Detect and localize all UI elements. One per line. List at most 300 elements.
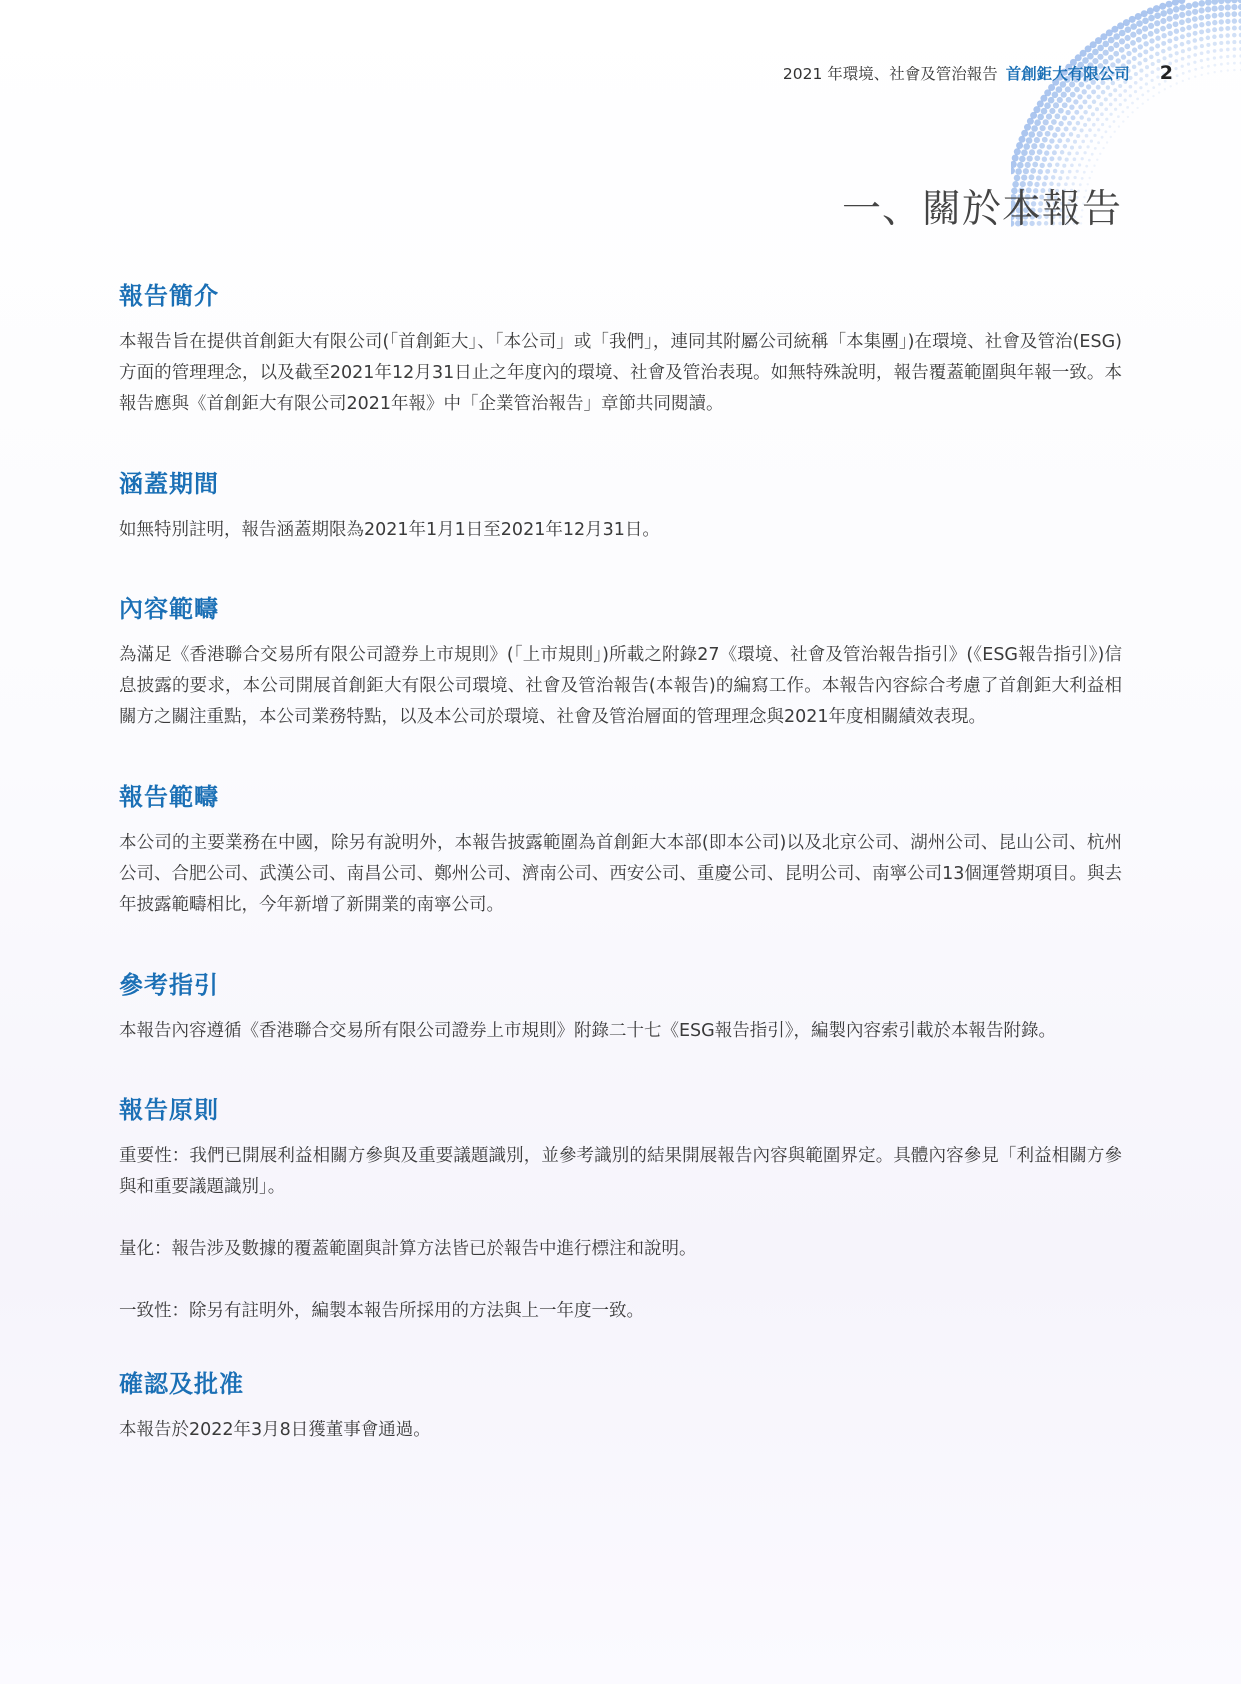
decoration-dot: [1012, 154, 1019, 161]
decoration-dot: [1034, 155, 1040, 161]
decoration-dot: [1032, 162, 1038, 168]
decoration-dot: [1214, 71, 1216, 73]
decoration-dot: [1091, 171, 1093, 173]
decoration-dot: [1064, 127, 1069, 132]
decoration-dot: [1087, 53, 1094, 60]
decoration-dot: [1193, 61, 1196, 64]
decoration-dot: [1206, 58, 1209, 61]
decoration-dot: [1113, 42, 1119, 48]
decoration-dot: [1173, 44, 1178, 49]
decoration-dot: [1134, 90, 1137, 93]
decoration-dot: [1055, 113, 1061, 119]
section-heading: 報告範疇: [119, 783, 219, 811]
decoration-dot: [1105, 118, 1108, 121]
decoration-dot: [1048, 125, 1054, 131]
decoration-dot: [1149, 38, 1154, 43]
decoration-dot: [1213, 49, 1217, 53]
decoration-dot: [1080, 128, 1084, 132]
decoration-dot: [1094, 147, 1097, 150]
decoration-dot: [1119, 47, 1125, 53]
decoration-dot: [1130, 23, 1137, 30]
decoration-dot: [1173, 14, 1179, 20]
decoration-dot: [1161, 49, 1166, 54]
decoration-dot: [1193, 31, 1198, 36]
decoration-dot: [1113, 120, 1116, 123]
decoration-dot: [1220, 70, 1222, 72]
decoration-dot: [1206, 43, 1210, 47]
section-content-scope: [119, 589, 1122, 733]
decoration-dot: [1108, 46, 1114, 52]
decoration-dot: [1212, 6, 1218, 12]
decoration-dot: [1174, 29, 1179, 34]
decoration-dot: [1205, 6, 1211, 12]
decoration-dot: [1155, 36, 1160, 41]
decoration-dot: [1186, 40, 1191, 45]
page-number: 2: [1159, 62, 1173, 84]
decoration-dot: [1090, 139, 1093, 142]
decoration-dot: [1187, 62, 1190, 65]
decoration-dot: [1063, 144, 1068, 149]
decoration-dot: [1192, 9, 1198, 15]
section-heading: 內容範疇: [119, 595, 219, 623]
decoration-dot: [1180, 42, 1185, 47]
decoration-dot: [1077, 94, 1082, 99]
decoration-dot: [1083, 110, 1088, 115]
decoration-dot: [1174, 59, 1178, 63]
decoration-dot: [1231, 11, 1237, 17]
decoration-dot: [1187, 55, 1191, 59]
decoration-dot: [1065, 110, 1070, 115]
decoration-dot: [1114, 108, 1117, 111]
decoration-dot: [1130, 40, 1136, 46]
decoration-dot: [1021, 149, 1028, 156]
decoration-dot: [1026, 137, 1033, 144]
decoration-dot: [1168, 31, 1173, 36]
decoration-dot: [1178, 0, 1185, 4]
decoration-dot: [1207, 72, 1209, 74]
decoration-dot: [1104, 107, 1108, 111]
decoration-dot: [1082, 89, 1087, 94]
decoration-dot: [1199, 7, 1205, 13]
decoration-dot: [1066, 138, 1071, 143]
decoration-dot: [1131, 102, 1134, 105]
decoration-dot: [1067, 151, 1071, 155]
decoration-dot: [1103, 50, 1109, 56]
decoration-dot: [1192, 16, 1198, 22]
report-content: [119, 276, 1122, 1446]
decoration-dot: [1158, 91, 1160, 93]
decoration-dot: [1193, 38, 1198, 43]
section-paragraph: 為滿足《香港聯合交易所有限公司證券上市規則》(「上市規則」)所載之附錄27《環境、社會及管治報告指引》(《ESG報告指引》)信息披露的要求，本公司開展首創鉅大有限公司環境、社會及管治報告(本報告)的編寫工作。本報告內容綜合考慮了首創鉅大利益相關方之關注重點，本公司業務特點，以及本公司於環境、社會及管治層面的管理理念與2021年度相關績效表現。: [119, 645, 1122, 727]
decoration-dot: [1167, 46, 1172, 51]
decoration-dot: [1167, 16, 1173, 22]
decoration-dot: [1073, 99, 1078, 104]
decoration-dot: [1119, 30, 1126, 37]
principle-materiality: 重要性：我們已開展利益相關方參與及重要議題識別，並參考識別的結果開展報告內容與範圍界定。具體內容參見「利益相關方參與和重要議題識別」。: [119, 1146, 1122, 1197]
decoration-dot: [1092, 123, 1096, 127]
decoration-dot: [1213, 64, 1216, 67]
section-paragraph: 本報告於2022年3月8日獲董事會通過。: [119, 1420, 431, 1440]
decoration-dot: [1173, 21, 1179, 27]
decoration-dot: [1078, 105, 1083, 110]
decoration-dot: [1126, 106, 1129, 109]
decoration-dot: [1011, 167, 1015, 174]
decoration-dot: [1160, 18, 1166, 24]
decoration-dot: [1198, 15, 1204, 21]
decoration-dot: [1071, 115, 1076, 120]
decoration-dot: [1065, 86, 1071, 92]
decoration-dot: [1207, 65, 1210, 68]
decoration-dot: [1069, 132, 1074, 137]
decoration-dot: [1225, 4, 1231, 10]
decoration-dot: [1167, 38, 1172, 43]
decoration-dot: [1148, 31, 1154, 37]
section-reference-guide: [119, 965, 1122, 1047]
decoration-dot: [1199, 0, 1206, 7]
decoration-dot: [1147, 90, 1150, 93]
decoration-dot: [1131, 111, 1133, 113]
decoration-dot: [1200, 44, 1204, 48]
section-reporting-period: [119, 464, 1122, 546]
decoration-dot: [1039, 143, 1045, 149]
decoration-dot: [1076, 121, 1081, 126]
decoration-dot: [1108, 93, 1112, 97]
decoration-dot: [1147, 99, 1149, 101]
decoration-dot: [1199, 22, 1204, 27]
decoration-dot: [1206, 21, 1211, 26]
decoration-dot: [1055, 162, 1060, 167]
decoration-dot: [1160, 26, 1166, 32]
decoration-dot: [1044, 150, 1049, 155]
decoration-dot: [1040, 125, 1046, 131]
decoration-dot: [1181, 57, 1185, 61]
decoration-dot: [1166, 23, 1172, 29]
decoration-dot: [1052, 150, 1057, 155]
decoration-dot: [1226, 40, 1230, 44]
decoration-dot: [1078, 163, 1081, 166]
decoration-dot: [1226, 62, 1229, 65]
report-title: 2021 年環境、社會及管治報告: [782, 65, 998, 83]
decoration-dot: [1154, 28, 1160, 34]
decoration-dot: [1142, 26, 1148, 32]
decoration-dot: [1154, 12, 1161, 19]
decoration-dot: [1212, 20, 1217, 25]
decoration-dot: [1232, 18, 1237, 23]
decoration-dot: [1058, 108, 1064, 114]
decoration-dot: [1049, 138, 1054, 143]
decoration-dot: [1062, 115, 1067, 120]
decoration-dot: [1110, 136, 1112, 138]
decoration-dot: [1095, 107, 1099, 111]
decoration-dot: [1083, 171, 1086, 174]
decoration-dot: [1226, 48, 1230, 52]
decoration-dot: [1121, 54, 1126, 59]
decoration-dot: [1179, 4, 1186, 11]
section-heading: 涵蓋期間: [119, 470, 219, 498]
decoration-dot: [1087, 94, 1092, 99]
decoration-dot: [1108, 37, 1115, 44]
section-heading: 報告原則: [119, 1096, 219, 1124]
decoration-dot: [1076, 170, 1079, 173]
decoration-dot: [1206, 50, 1210, 54]
decoration-dot: [1129, 16, 1136, 23]
decoration-dot: [1076, 134, 1080, 138]
decoration-dot: [1078, 145, 1082, 149]
decoration-dot: [1070, 163, 1074, 167]
decoration-dot: [1159, 3, 1166, 10]
decoration-dot: [1219, 41, 1223, 45]
decoration-dot: [1132, 47, 1137, 52]
decoration-dot: [1136, 20, 1143, 27]
decoration-dot: [1219, 34, 1224, 39]
decoration-dot: [1024, 124, 1031, 131]
decoration-dot: [1219, 27, 1224, 32]
principle-quantitative: 量化：報告涉及數據的覆蓋範圍與計算方法皆已於報告中進行標注和說明。: [119, 1239, 697, 1259]
decoration-dot: [1118, 93, 1122, 97]
decoration-dot: [1232, 33, 1237, 38]
decoration-dot: [1055, 127, 1060, 132]
decoration-dot: [1034, 119, 1041, 126]
decoration-dot: [1101, 90, 1106, 95]
decoration-dot: [1143, 49, 1148, 54]
decoration-dot: [1017, 162, 1024, 169]
decoration-dot: [1155, 52, 1160, 57]
decoration-dot: [1194, 76, 1196, 78]
decoration-dot: [1104, 97, 1108, 101]
decoration-dot: [1019, 156, 1026, 163]
decoration-dot: [1118, 125, 1120, 127]
decoration-dot: [1073, 140, 1077, 144]
decoration-dot: [1030, 168, 1036, 174]
decoration-dot: [1041, 108, 1048, 115]
decoration-dot: [1225, 33, 1230, 38]
decoration-dot: [1181, 49, 1185, 53]
decoration-dot: [1048, 97, 1055, 104]
decoration-dot: [1227, 69, 1229, 71]
decoration-dot: [1161, 41, 1166, 46]
decoration-dot: [1060, 132, 1065, 137]
decoration-dot: [1086, 145, 1089, 148]
decoration-dot: [1047, 144, 1052, 149]
decoration-dot: [1161, 33, 1166, 38]
decoration-dot: [1015, 168, 1022, 175]
decoration-dot: [1096, 118, 1100, 122]
decoration-dot: [1174, 67, 1177, 70]
decoration-dot: [1045, 131, 1051, 137]
decoration-dot: [1233, 47, 1237, 51]
decoration-dot: [1113, 33, 1120, 40]
decoration-dot: [1199, 29, 1204, 34]
decoration-dot: [1037, 131, 1043, 137]
decoration-dot: [1218, 12, 1224, 18]
decoration-dot: [1130, 32, 1136, 38]
decoration-dot: [1232, 26, 1237, 31]
decoration-dot: [1114, 98, 1118, 102]
decoration-dot: [1060, 150, 1065, 155]
decoration-dot: [1167, 8, 1174, 15]
decoration-dot: [1011, 161, 1017, 168]
decoration-dot: [1218, 5, 1224, 11]
decoration-dot: [1152, 86, 1155, 89]
decoration-dot: [1049, 108, 1055, 114]
decoration-dot: [1169, 54, 1173, 58]
decoration-dot: [1125, 35, 1131, 41]
decoration-dot: [1225, 19, 1230, 24]
decoration-dot: [1213, 56, 1216, 59]
section-confirmation-approval: [119, 1364, 1122, 1446]
decoration-dot: [1056, 86, 1063, 93]
decoration-dot: [1104, 130, 1107, 133]
decoration-dot: [1218, 0, 1225, 4]
section-paragraph: 本報告內容遵循《香港聯合交易所有限公司證券上市規則》附錄二十七《ESG報告指引》，編製內容索引載於本報告附錄。: [119, 1021, 1056, 1041]
decoration-dot: [1200, 59, 1203, 62]
decoration-dot: [1154, 20, 1160, 26]
decoration-dot: [1142, 34, 1148, 40]
decoration-dot: [1147, 7, 1154, 14]
decoration-dot: [1113, 88, 1117, 92]
decoration-dot: [1193, 23, 1198, 28]
decoration-dot: [1186, 32, 1191, 37]
decoration-dot: [1226, 55, 1229, 58]
section-reporting-principles: [119, 1090, 1122, 1327]
decoration-dot: [1082, 99, 1087, 104]
decoration-dot: [1165, 1, 1172, 8]
decoration-dot: [1087, 117, 1091, 121]
decoration-dot: [1083, 123, 1087, 127]
decoration-dot: [1038, 169, 1043, 174]
decoration-dot: [1053, 102, 1059, 108]
decoration-dot: [1081, 140, 1085, 144]
decoration-dot: [1205, 0, 1212, 6]
decoration-dot: [1212, 27, 1217, 32]
decoration-dot: [1200, 51, 1204, 55]
decoration-dot: [1232, 40, 1236, 44]
decoration-dot: [1069, 105, 1074, 110]
decoration-dot: [1179, 19, 1185, 25]
decoration-dot: [1027, 156, 1033, 162]
decoration-dot: [1136, 29, 1142, 35]
decoration-dot: [1172, 0, 1179, 6]
decoration-dot: [1043, 119, 1049, 125]
decoration-dot: [1136, 107, 1138, 109]
section-heading: 參考指引: [119, 971, 219, 999]
decoration-dot: [1192, 1, 1199, 8]
decoration-dot: [1233, 62, 1236, 65]
decoration-dot: [1049, 156, 1054, 161]
decoration-dot: [1088, 128, 1092, 132]
decoration-dot: [1045, 169, 1050, 174]
decoration-dot: [1176, 82, 1178, 84]
decoration-dot: [1129, 94, 1132, 97]
decoration-dot: [1139, 86, 1142, 89]
decoration-dot: [1186, 10, 1192, 16]
decoration-dot: [1219, 19, 1224, 24]
decoration-dot: [1175, 51, 1179, 55]
decoration-dot: [1100, 112, 1104, 116]
decoration-dot: [1029, 131, 1036, 138]
decoration-dot: [1138, 44, 1143, 49]
decoration-dot: [1135, 13, 1142, 20]
decoration-dot: [1085, 165, 1088, 168]
decoration-dot: [1136, 37, 1142, 43]
decoration-dot: [1186, 3, 1193, 10]
decoration-dot: [1225, 12, 1231, 18]
decoration-dot: [1031, 125, 1038, 132]
decoration-dot: [1114, 131, 1116, 133]
decoration-dot: [1185, 18, 1191, 24]
decoration-dot: [1136, 97, 1139, 100]
decoration-dot: [1046, 114, 1052, 120]
decoration-dot: [1099, 102, 1103, 106]
decoration-dot: [1205, 14, 1211, 20]
decoration-dot: [1193, 46, 1197, 50]
decoration-dot: [1152, 95, 1154, 97]
decoration-dot: [1029, 149, 1035, 155]
decoration-dot: [1109, 103, 1113, 107]
decoration-dot: [1097, 128, 1100, 131]
decoration-dot: [1194, 68, 1197, 71]
decoration-dot: [1102, 147, 1104, 149]
decoration-dot: [1083, 151, 1086, 154]
decoration-dot: [1106, 141, 1108, 143]
decoration-dot: [1149, 46, 1154, 51]
decoration-dot: [1052, 92, 1059, 99]
decoration-dot: [1220, 63, 1223, 66]
decoration-dot: [1055, 144, 1060, 149]
section-heading: 報告簡介: [119, 282, 219, 310]
decoration-dot: [1053, 169, 1058, 174]
decoration-dot: [1206, 36, 1211, 41]
decoration-dot: [1023, 168, 1029, 174]
decoration-dot: [1141, 10, 1148, 17]
decoration-dot: [1125, 26, 1132, 33]
decoration-dot: [1066, 97, 1072, 103]
decoration-dot: [1113, 51, 1119, 57]
decoration-dot: [1037, 149, 1043, 155]
decoration-dot: [1188, 70, 1191, 73]
decoration-dot: [1037, 114, 1044, 121]
decoration-dot: [1058, 121, 1063, 126]
decoration-dot: [1180, 34, 1185, 39]
decoration-dot: [1091, 112, 1095, 116]
decoration-dot: [1173, 6, 1180, 13]
decoration-dot: [1182, 80, 1184, 82]
decoration-dot: [1040, 163, 1045, 168]
decoration-dot: [1142, 18, 1149, 25]
decoration-dot: [1062, 102, 1068, 108]
decoration-dot: [1126, 51, 1131, 56]
decoration-dot: [1101, 123, 1104, 126]
section-report-introduction: [119, 276, 1122, 420]
principle-consistency: 一致性：除另有註明外，編製本報告所採用的方法與上一年度一致。: [119, 1301, 644, 1321]
decoration-dot: [1124, 44, 1130, 50]
decoration-dot: [1088, 159, 1091, 162]
decoration-dot: [1180, 27, 1185, 32]
decoration-dot: [1075, 151, 1079, 155]
decoration-dot: [1188, 78, 1190, 80]
decoration-dot: [1103, 41, 1110, 48]
decoration-dot: [1097, 54, 1103, 60]
decoration-dot: [1108, 125, 1111, 128]
decoration-dot: [1155, 44, 1160, 49]
decoration-dot: [1070, 92, 1076, 98]
decoration-dot: [1034, 137, 1040, 143]
decoration-dot: [1101, 136, 1104, 139]
decoration-dot: [1097, 45, 1104, 52]
decoration-dot: [1067, 121, 1072, 126]
decoration-dot: [1117, 115, 1120, 118]
decoration-dot: [1142, 103, 1144, 105]
